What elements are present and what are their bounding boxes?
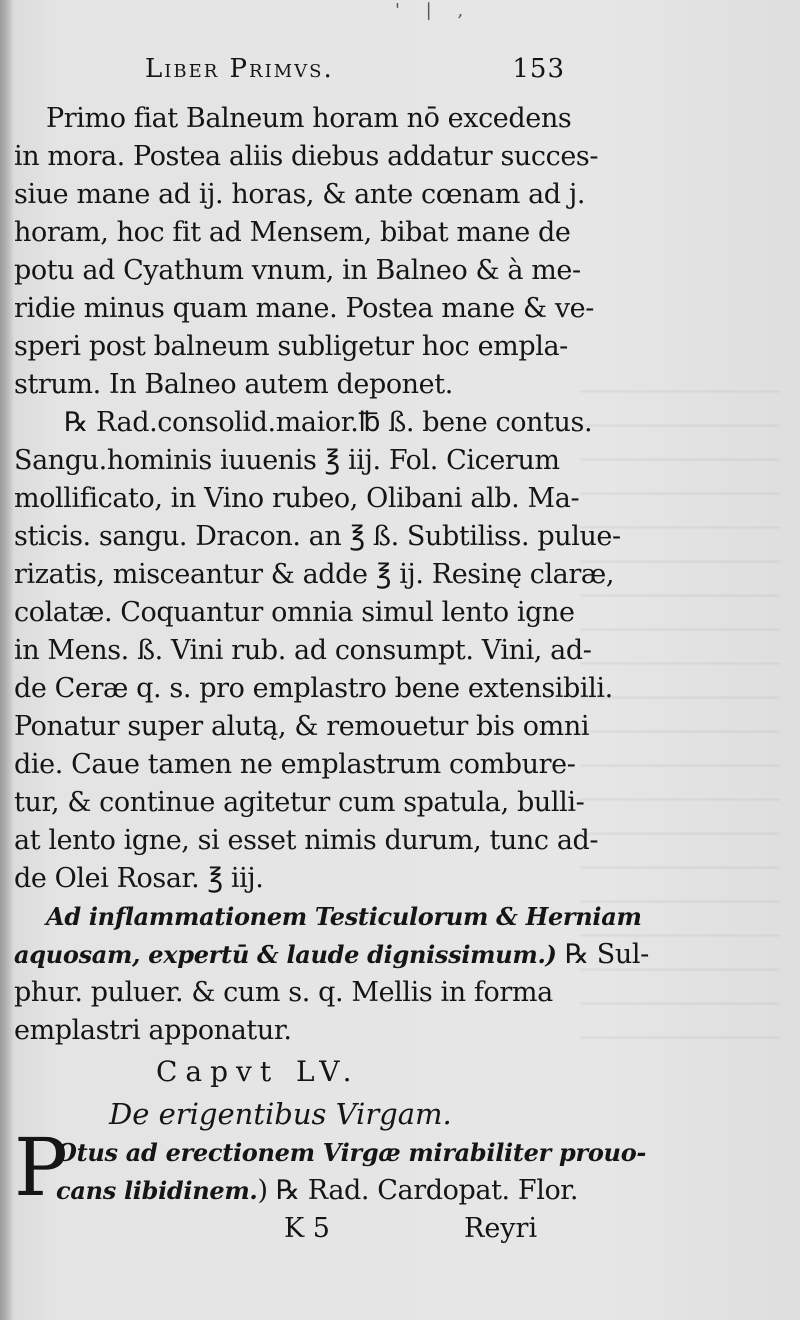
text-line: colatæ. Coquantur omnia simul lento igne — [14, 597, 575, 628]
text-line: horam, hoc fit ad Mensem, bibat mane de — [14, 217, 571, 248]
text-line: de Olei Rosar. ℥ iij. — [14, 863, 264, 894]
text-line: die. Caue tamen ne emplastrum combure- — [14, 749, 576, 780]
italic-line: Otus ad erectionem Virgæ mirabiliter prouo- — [56, 1138, 647, 1167]
text-line: Ponatur super alutą, & remouetur bis omni — [14, 711, 590, 742]
text-line — [14, 936, 649, 974]
page-number: 153 — [512, 54, 565, 84]
drop-cap: P — [14, 1121, 68, 1214]
body-text — [14, 100, 649, 1248]
text-line: siue mane ad ij. horas, & ante cœnam ad j. — [14, 179, 586, 210]
italic-run: cans libidinem. — [56, 1176, 258, 1205]
italic-run: aquosam, expertū & laude dignissimum.) — [14, 940, 557, 969]
chapter-subtitle: De erigentibus Virgam. — [109, 1097, 452, 1131]
text-line: mollificato, in Vino rubeo, Olibani alb. Ma- — [14, 483, 580, 514]
running-title: Liber Primvs. — [145, 54, 334, 84]
text-run: ) ℞ Rad. Cardopat. Flor. — [257, 1175, 579, 1206]
text-line: sticis. sangu. Dracon. an ℥ ß. Subtiliss. pulue- — [14, 521, 621, 552]
dropcap-paragraph — [14, 1121, 647, 1214]
text-line: tur, & continue agitetur cum spatula, bulli- — [14, 787, 585, 818]
footer-line — [14, 1210, 550, 1248]
recipe-line: ℞ Rad.consolid.maior.℔ ß. bene contus. — [64, 407, 593, 438]
text-line: de Ceræ q. s. pro emplastro bene extensibili. — [14, 673, 613, 704]
text-line: Sangu.hominis iuuenis ℥ iij. Fol. Cicerum — [14, 445, 560, 476]
text-line: in mora. Postea aliis diebus addatur succes- — [14, 141, 599, 172]
text-line: phur. puluer. & cum s. q. Mellis in forma — [14, 977, 553, 1008]
text-line: strum. In Balneo autem deponet. — [14, 369, 453, 400]
chapter-heading: Capvt LV. — [156, 1055, 360, 1088]
italic-heading-line: Ad inflammationem Testiculorum & Herniam — [46, 902, 642, 931]
text-line: at lento igne, si esset nimis durum, tunc ad- — [14, 825, 599, 856]
catchword: Reyri — [464, 1213, 538, 1244]
top-marks: ' | , — [395, 0, 474, 21]
text-line: speri post balneum subligetur hoc empla- — [14, 331, 568, 362]
dropcap-lines — [56, 1134, 647, 1210]
running-head — [145, 54, 565, 94]
text-line: in Mens. ß. Vini rub. ad consumpt. Vini, ad- — [14, 635, 592, 666]
text-line: ridie minus quam mane. Postea mane & ve- — [14, 293, 594, 324]
text-run: ℞ Sul- — [556, 939, 649, 970]
text-line — [56, 1172, 579, 1210]
text-line: emplastri apponatur. — [14, 1015, 292, 1046]
signature-mark: K 5 — [284, 1213, 330, 1244]
text-line: Primo fiat Balneum horam nō excedens — [46, 103, 572, 134]
text-line: potu ad Cyathum vnum, in Balneo & à me- — [14, 255, 581, 286]
text-line: rizatis, misceantur & adde ℥ ij. Resinę claræ, — [14, 559, 615, 590]
gutter-shadow — [0, 0, 14, 1320]
